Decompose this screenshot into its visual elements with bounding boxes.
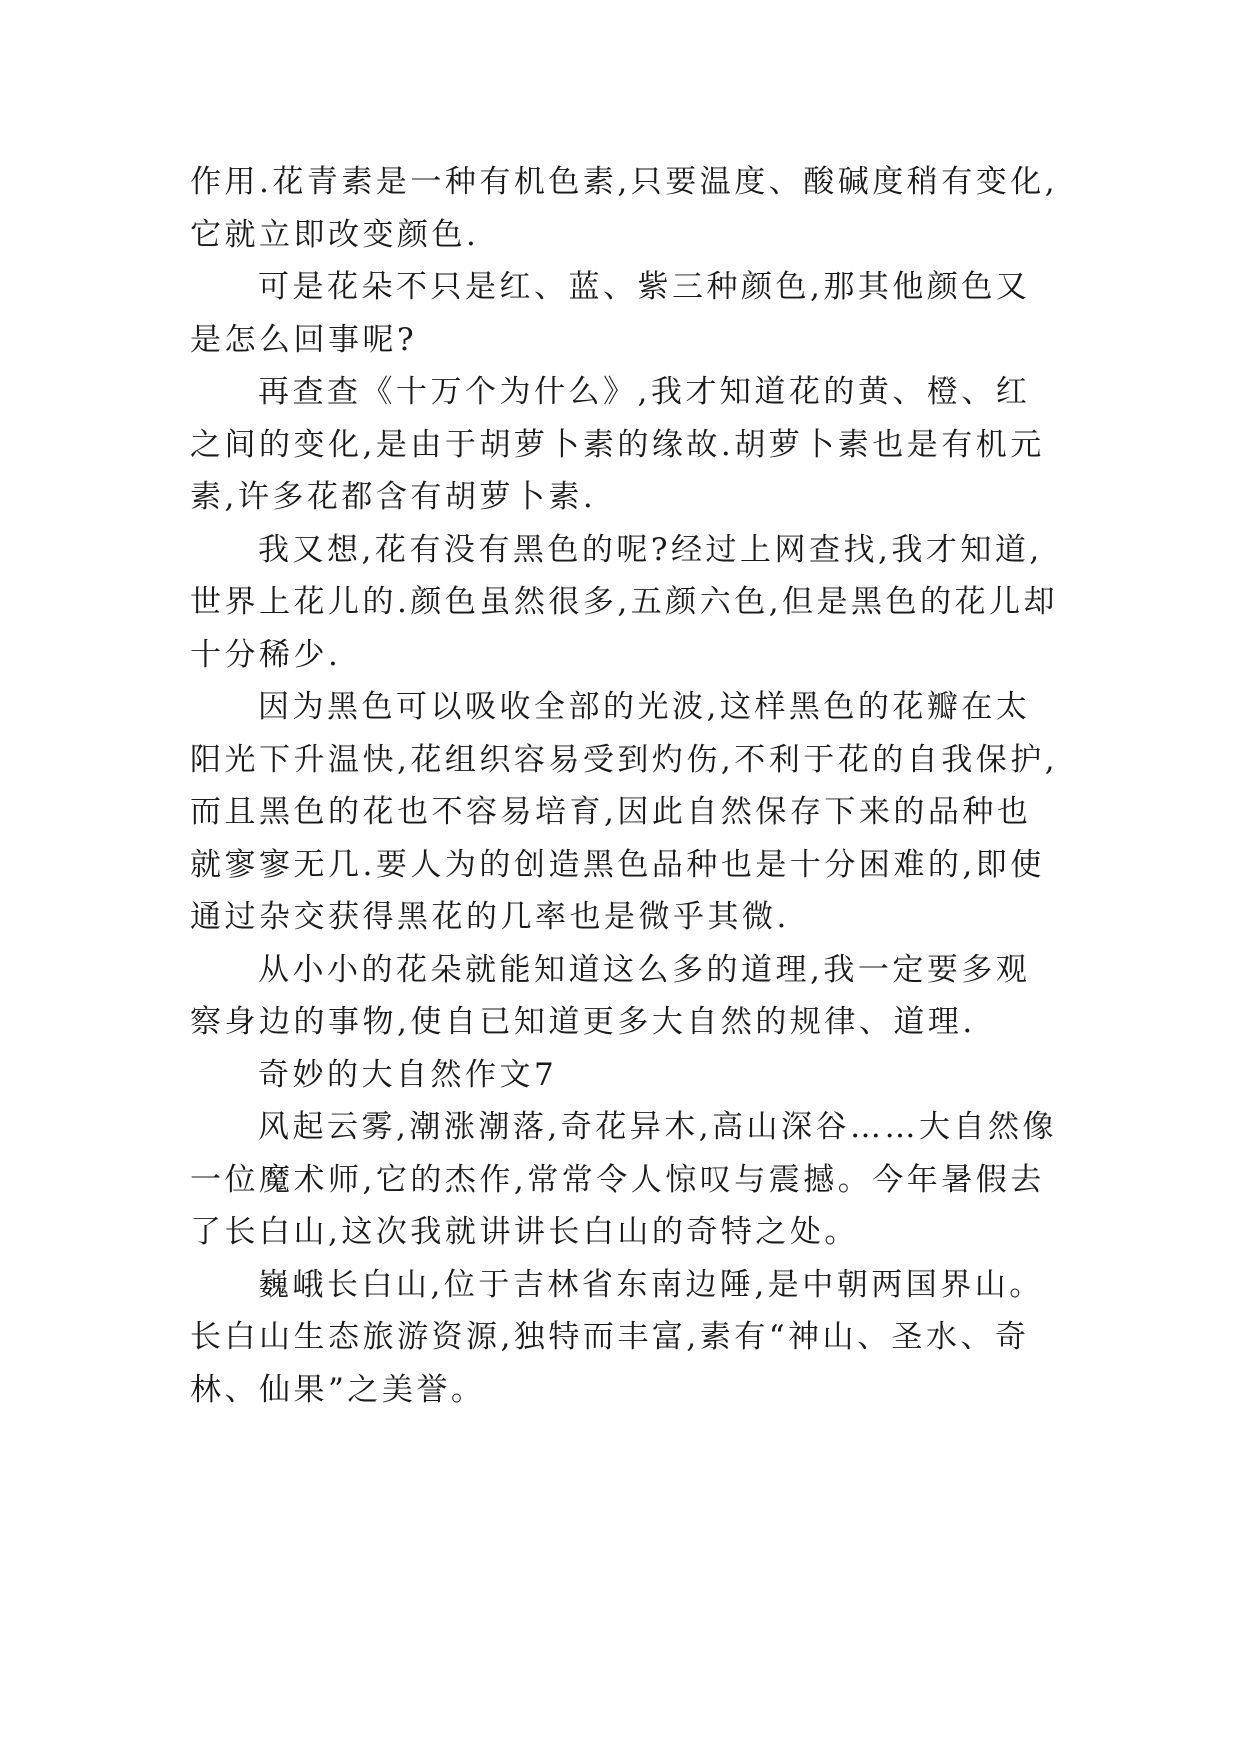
- section-heading: 奇妙的大自然作文7: [258, 1056, 558, 1093]
- paragraph: 风起云雾,潮涨潮落,奇花异木,高山深谷……大自然像一位魔术师,它的杰作,常常令人惊叹与震撼。今年暑假去了长白山,这次我就讲讲长白山的奇特之处。: [190, 1109, 1058, 1250]
- paragraph: 因为黑色可以吸收全部的光波,这样黑色的花瓣在太阳光下升温快,花组织容易受到灼伤,不利于花的自我保护,而且黑色的花也不容易培育,因此自然保存下来的品种也就寥寥无几.要人为的创造黑色品种也是十分困难的,即使通过杂交获得黑花的几率也是微乎其微.: [190, 689, 1059, 935]
- paragraph: 从小小的花朵就能知道这么多的道理,我一定要多观察身边的事物,使自已知道更多大自然的规律、道理.: [190, 951, 1031, 1040]
- paragraph: 作用.花青素是一种有机色素,只要温度、酸碱度稍有变化,它就立即改变颜色.: [190, 164, 1059, 253]
- document-body: [190, 156, 1060, 1416]
- paragraph: 可是花朵不只是红、蓝、紫三种颜色,那其他颜色又是怎么回事呢?: [190, 269, 1031, 358]
- paragraph: 巍峨长白山,位于吉林省东南边陲,是中朝两国界山。长白山生态旅游资源,独特而丰富,素有“神山、圣水、奇林、仙果”之美誉。: [190, 1266, 1044, 1408]
- paragraph: 再查查《十万个为什么》,我才知道花的黄、橙、红之间的变化,是由于胡萝卜素的缘故.胡萝卜素也是有机元素,许多花都含有胡萝卜素.: [190, 374, 1045, 515]
- paragraph: 我又想,花有没有黑色的呢?经过上网查找,我才知道,世界上花儿的.颜色虽然很多,五颜六色,但是黑色的花儿却十分稀少.: [190, 531, 1059, 673]
